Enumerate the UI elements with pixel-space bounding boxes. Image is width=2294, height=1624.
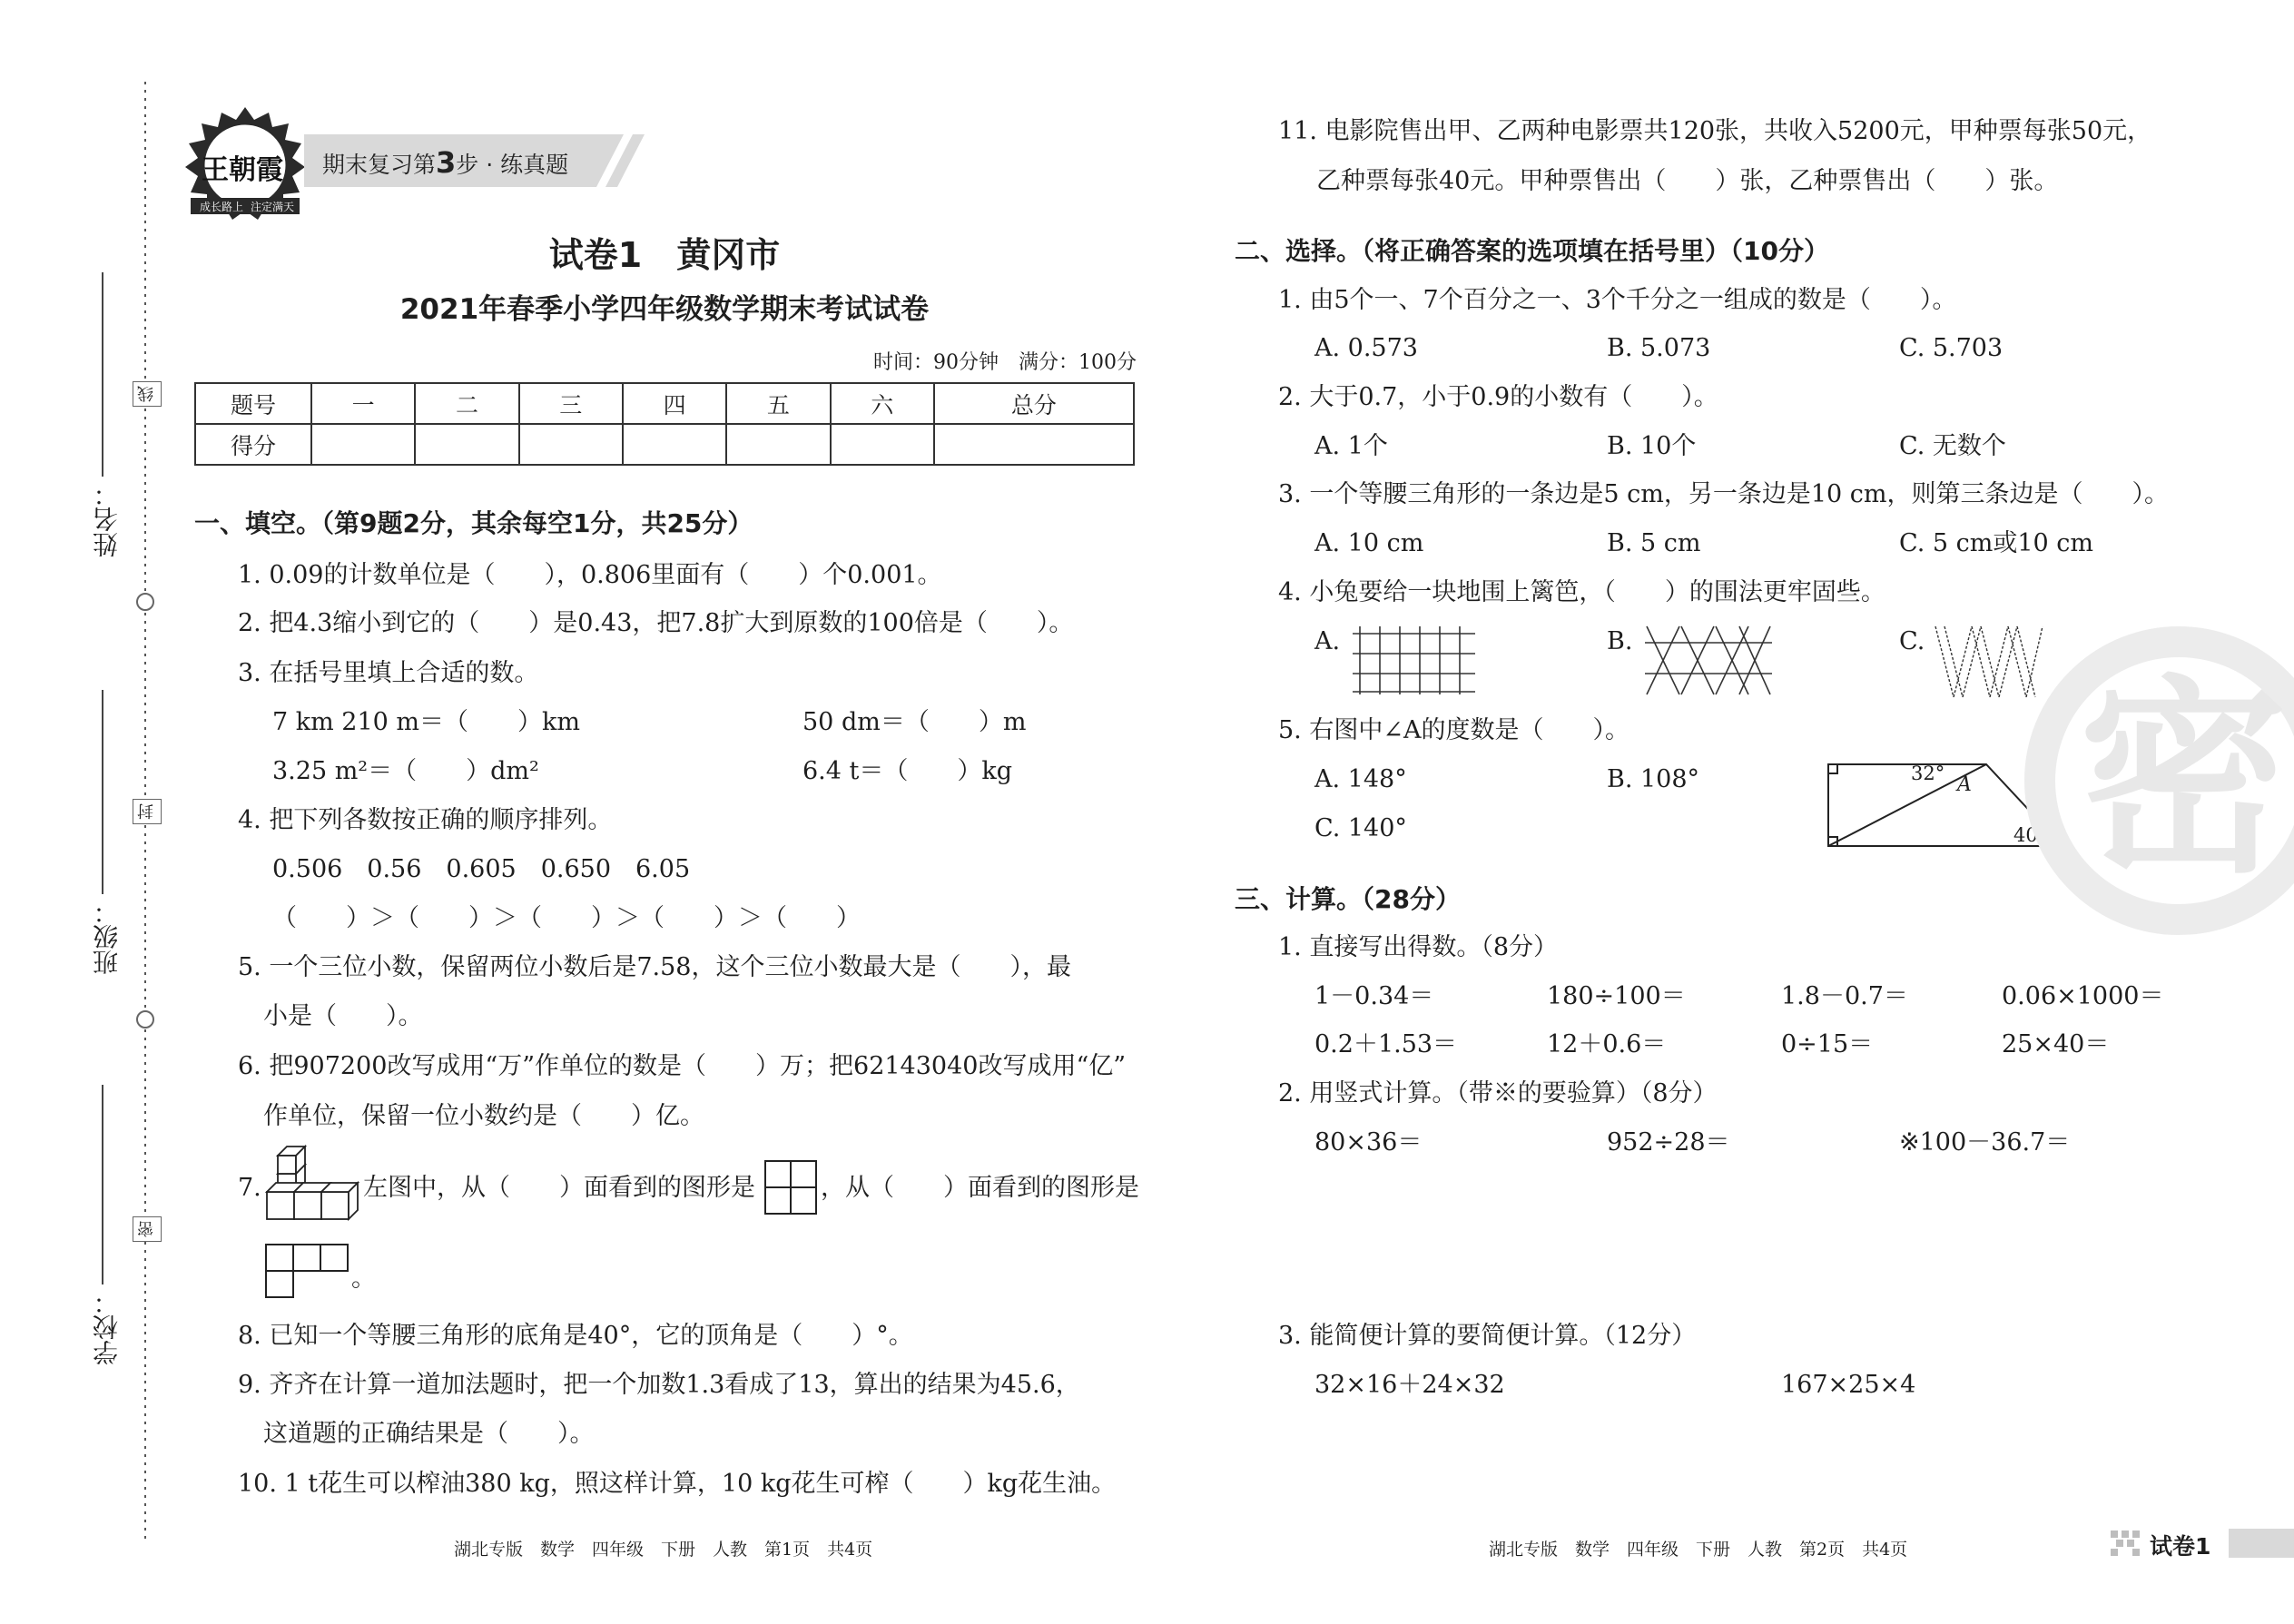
fig-angle-40: 40°	[2013, 824, 2048, 846]
fence-zigzag-figure	[1935, 626, 2044, 699]
score-header: 总分	[934, 383, 1134, 424]
school-label: 学校：	[92, 1289, 122, 1365]
footer-tag: 试卷1	[2150, 1533, 2211, 1560]
cut-char-xian: 线	[133, 381, 162, 407]
cube-stack-figure	[265, 1148, 363, 1221]
score-header: 一	[311, 383, 415, 424]
choice-2-option-c: C. 无数个	[1899, 432, 2006, 460]
score-header: 三	[519, 383, 623, 424]
score-cell[interactable]	[934, 424, 1134, 465]
question-7-number: 7.	[238, 1174, 261, 1202]
choice-1-option-a: A. 0.573	[1314, 334, 1418, 362]
calc-2: 2. 用竖式计算。（带※的要验算）（8分）	[1278, 1079, 1718, 1107]
score-header: 六	[831, 383, 934, 424]
logo-brand: 王朝霞	[202, 154, 283, 186]
calc-3: 3. 能简便计算的要简便计算。（12分）	[1278, 1322, 1697, 1350]
question-5-line2: 小是（ ）。	[263, 1002, 423, 1030]
choice-3: 3. 一个等腰三角形的一条边是5 cm，另一条边是10 cm，则第三条边是（ ）。	[1278, 480, 2169, 508]
choice-5-option-a: A. 148°	[1314, 765, 1407, 793]
calc-3-item: 167×25×4	[1781, 1371, 1916, 1399]
footer-left: 湖北专版 数学 四年级 下册 人教 第1页 共4页	[454, 1540, 873, 1560]
score-cell[interactable]	[519, 424, 623, 465]
score-table-score-row	[195, 424, 1134, 465]
question-7-text1: 左图中，从（ ）面看到的图形是	[363, 1174, 755, 1202]
footer-tag-band	[2229, 1529, 2294, 1558]
choice-5-option-b: B. 108°	[1607, 765, 1700, 793]
section3-title: 三、计算。（28分）	[1235, 884, 1461, 914]
question-4-blanks: （ ）＞（ ）＞（ ）＞（ ）＞（ ）	[272, 904, 861, 932]
choice-3-option-a: A. 10 cm	[1314, 529, 1424, 557]
choice-2: 2. 大于0.7，小于0.9的小数有（ ）。	[1278, 383, 1718, 411]
question-3c: 3.25 m²＝（ ）dm²	[272, 757, 539, 785]
calc-1: 1. 直接写出得数。（8分）	[1278, 933, 1559, 961]
footer-right: 湖北专版 数学 四年级 下册 人教 第2页 共4页	[1489, 1540, 1908, 1560]
choice-3-option-b: B. 5 cm	[1607, 529, 1701, 557]
question-9-line2: 这道题的正确结果是（ ）。	[263, 1420, 595, 1448]
logo-motto-right: 注定满天	[251, 201, 295, 213]
watermark-text: 密	[2079, 659, 2289, 901]
question-11-line2: 乙种票每张40元。甲种票售出（ ）张，乙种票售出（ ）张。	[1316, 167, 2059, 195]
question-11-line1: 11. 电影院售出甲、乙两种电影票共120张，共收入5200元，甲种票每张50元，	[1278, 117, 2152, 145]
calc-1-item: 180÷100＝	[1547, 982, 1686, 1010]
score-table	[194, 382, 1135, 466]
banner-text	[322, 145, 568, 180]
score-cell[interactable]	[623, 424, 726, 465]
question-6-line1: 6. 把907200改写成用“万”作单位的数是（ ）万；把62143040改写成用“亿”	[238, 1052, 1127, 1080]
footer-tag-pattern	[2111, 1530, 2143, 1556]
choice-2-option-a: A. 1个	[1314, 432, 1388, 460]
score-header: 五	[726, 383, 830, 424]
page-title: 试卷1 黄冈市	[548, 235, 781, 275]
calc-2-item: 80×36＝	[1314, 1128, 1423, 1156]
score-table-header-row	[195, 383, 1134, 424]
calc-1-item: 0.06×1000＝	[2002, 982, 2164, 1010]
time-info: 时间：90分钟 满分：100分	[873, 351, 1137, 374]
calc-1-item: 1－0.34＝	[1314, 982, 1434, 1010]
question-5-line1: 5. 一个三位小数，保留两位小数后是7.58，这个三位小数最大是（ ），最	[238, 953, 1071, 981]
calc-2-item: ※100－36.7＝	[1899, 1128, 2071, 1156]
question-6-line2: 作单位，保留一位小数约是（ ）亿。	[263, 1102, 704, 1130]
choice-1-option-c: C. 5.703	[1899, 334, 2004, 362]
section1-title: 一、填空。（第9题2分，其余每空1分，共25分）	[194, 508, 753, 538]
fig-label-a: A	[1957, 773, 1972, 796]
calc-2-item: 952÷28＝	[1607, 1128, 1730, 1156]
fence-cross-figure	[1645, 626, 1772, 694]
binding-dot	[136, 1010, 154, 1029]
question-3a: 7 km 210 m＝（ ）km	[272, 708, 580, 736]
calc-1-item: 25×40＝	[2002, 1030, 2110, 1058]
cut-char-mi: 密	[133, 1216, 162, 1242]
choice-1-option-b: B. 5.073	[1607, 334, 1711, 362]
question-2: 2. 把4.3缩小到它的（ ）是0.43，把7.8扩大到原数的100倍是（ ）。	[238, 609, 1074, 637]
score-cell[interactable]	[311, 424, 415, 465]
score-header: 四	[623, 383, 726, 424]
question-7-end: 。	[351, 1265, 376, 1293]
logo	[182, 107, 309, 223]
choice-4-option-b: B.	[1607, 627, 1633, 655]
choice-4: 4. 小兔要给一块地围上篱笆，（ ）的围法更牢固些。	[1278, 578, 1885, 606]
score-header: 题号	[195, 383, 311, 424]
choice-1: 1. 由5个一、7个百分之一、3个千分之一组成的数是（ ）。	[1278, 286, 1957, 314]
name-label: 姓名：	[92, 481, 122, 557]
choice-5-option-c: C. 140°	[1314, 814, 1407, 842]
choice-3-option-c: C. 5 cm或10 cm	[1899, 529, 2094, 557]
question-9-line1: 9. 齐齐在计算一道加法题时，把一个加数1.3看成了13，算出的结果为45.6，	[238, 1371, 1080, 1399]
score-header: 二	[415, 383, 518, 424]
choice-5: 5. 右图中∠A的度数是（ ）。	[1278, 716, 1629, 744]
class-field[interactable]	[102, 690, 103, 894]
choice-4-option-c: C.	[1899, 627, 1925, 655]
choice-2-option-b: B. 10个	[1607, 432, 1697, 460]
calc-1-item: 0.2＋1.53＝	[1314, 1030, 1458, 1058]
calc-1-item: 12＋0.6＝	[1547, 1030, 1667, 1058]
question-8: 8. 已知一个等腰三角形的底角是40°，它的顶角是（ ）°。	[238, 1322, 913, 1350]
view-figure-l-shape	[265, 1244, 351, 1300]
calc-1-item: 1.8－0.7＝	[1781, 982, 1908, 1010]
question-3d: 6.4 t＝（ ）kg	[802, 757, 1013, 785]
choice-4-option-a: A.	[1314, 627, 1341, 655]
class-label: 班级：	[92, 899, 122, 975]
question-3: 3. 在括号里填上合适的数。	[238, 659, 539, 687]
score-cell[interactable]	[831, 424, 934, 465]
score-cell[interactable]	[415, 424, 518, 465]
calc-1-item: 0÷15＝	[1781, 1030, 1874, 1058]
cut-char-feng: 封	[133, 799, 162, 824]
banner-step: 3	[436, 145, 457, 180]
banner-prefix: 期末复习第	[322, 152, 437, 178]
banner-suffix: 步 · 练真题	[456, 152, 569, 178]
binding-dot	[136, 593, 154, 611]
view-figure-square	[764, 1160, 819, 1216]
school-field[interactable]	[102, 1085, 103, 1284]
section2-title: 二、选择。（将正确答案的选项填在括号里）（10分）	[1235, 236, 1829, 266]
page-subtitle: 2021年春季小学四年级数学期末考试试卷	[399, 293, 930, 326]
calc-3-item: 32×16＋24×32	[1314, 1371, 1505, 1399]
fence-grid-figure	[1353, 626, 1475, 694]
question-7-text2: ，从（ ）面看到的图形是	[821, 1174, 1139, 1202]
score-row-label: 得分	[195, 424, 311, 465]
question-4: 4. 把下列各数按正确的顺序排列。	[238, 806, 613, 834]
score-cell[interactable]	[726, 424, 830, 465]
question-10: 10. 1 t花生可以榨油380 kg，照这样计算，10 kg花生可榨（ ）kg花生油。	[238, 1470, 1117, 1498]
fig-angle-32: 32°	[1911, 763, 1945, 784]
question-4-numbers: 0.506 0.56 0.605 0.650 6.05	[272, 855, 691, 883]
question-3b: 50 dm＝（ ）m	[802, 708, 1027, 736]
question-1: 1. 0.09的计数单位是（ ），0.806里面有（ ）个0.001。	[238, 561, 942, 589]
logo-motto-left: 成长路上	[200, 201, 244, 213]
